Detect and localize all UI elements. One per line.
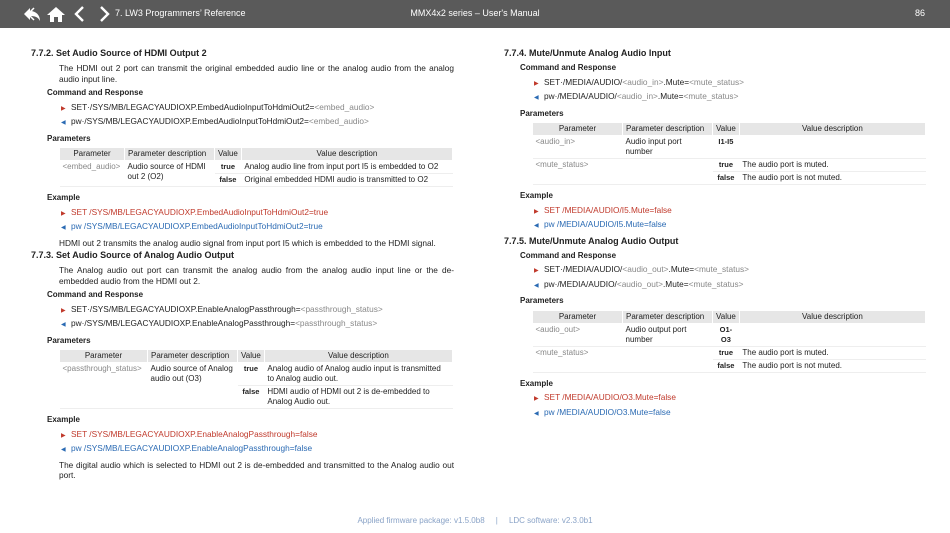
table-row: <mute_status> true The audio port is muted. (533, 346, 926, 359)
example-note: The digital audio which is selected to HDMI out 2 is de-embedded and transmitted to the Analog audio out port. (59, 459, 454, 480)
arrow-right-icon: ▶ (534, 268, 539, 274)
example-label: Example (47, 193, 80, 202)
example-set: ▶ SET /SYS/MB/LEGACYAUDIOXP.EnableAnalogPassthrough=false (61, 429, 454, 442)
section-title: 7.7.5. Mute/Unmute Analog Audio Output (504, 235, 679, 246)
arrow-right-icon: ▶ (534, 396, 539, 402)
example-label: Example (47, 415, 80, 424)
cmd-resp-label: Command and Response (520, 250, 617, 260)
response-pw: ◀ pw·/SYS/MB/LEGACYAUDIOXP.EnableAnalogPassthrough=<passthrough_status> (61, 318, 454, 331)
top-bar (0, 0, 950, 28)
table-row: false The audio port is not muted. (533, 359, 926, 372)
table-row: <embed_audio> Audio source of HDMI out 2 (O2) true Analog audio line from input port I5 is embedded to O2 (60, 161, 453, 174)
arrow-left-icon: ◀ (61, 447, 66, 453)
arrow-left-icon: ◀ (61, 120, 66, 126)
section-title: 7.7.3. Set Audio Source of Analog Audio Output (31, 250, 235, 260)
left-column (31, 46, 454, 485)
section-title: 7.7.4. Mute/Unmute Analog Audio Input (504, 48, 671, 58)
section-intro: The HDMI out 2 port can transmit the original embedded audio line or the analog audio from the analog audio input line. (59, 63, 454, 84)
parameters-label: Parameters (520, 296, 564, 305)
arrow-right-icon: ▶ (61, 432, 66, 439)
right-column (504, 46, 926, 421)
arrow-right-icon: ▶ (534, 80, 539, 87)
response-pw: ◀ pw·/MEDIA/AUDIO/<audio_in>.Mute=<mute_status> (534, 91, 926, 104)
cmd-resp-label: Command and Response (520, 63, 617, 72)
example-pw: ◀ pw /MEDIA/AUDIO/I5.Mute=false (534, 219, 926, 232)
example-pw: ◀ pw /SYS/MB/LEGACYAUDIOXP.EnableAnalogPassthrough=false (61, 443, 454, 456)
section-intro: The Analog audio out port can transmit the analog audio from the analog audio input line or the de-embedded audio from the HDMI out 2. (59, 265, 454, 286)
cmd-resp-label: Command and Response (47, 290, 144, 299)
command-set: ▶ SET·/SYS/MB/LEGACYAUDIOXP.EnableAnalogPassthrough=<passthrough_status> (61, 304, 454, 317)
table-row: false The audio port is not muted. (533, 172, 926, 185)
response-pw: ◀ pw·/MEDIA/AUDIO/<audio_out>.Mute=<mute_status> (534, 279, 926, 292)
parameter-table: Parameter Parameter description Value Value description <embed_audio> Audio source of HDMI out 2 (O2) true Analog audio line from input port I5 is embedded to O2 false Original embedded HDMI audio is transmitted to O2 (59, 147, 453, 187)
table-row: <audio_in> Audio input port number I1-I5 (533, 136, 926, 159)
table-row: false HDMI audio of HDMI out 2 is de-embedded to Analog Audio out. (60, 386, 453, 409)
example-label: Example (520, 191, 553, 200)
parameters-label: Parameters (47, 133, 91, 143)
command-set: ▶ SET·/MEDIA/AUDIO/<audio_in>.Mute=<mute_status> (534, 77, 926, 90)
arrow-right-icon: ▶ (61, 210, 66, 217)
example-label: Example (520, 378, 553, 388)
example-set: ▶ SET /MEDIA/AUDIO/O3.Mute=false (534, 392, 926, 405)
parameters-label: Parameters (520, 108, 564, 118)
response-pw: ◀ pw·/SYS/MB/LEGACYAUDIOXP.EmbedAudioInputToHdmiOut2=<embed_audio> (61, 116, 454, 129)
arrow-right-icon: ▶ (534, 208, 539, 215)
arrow-left-icon: ◀ (534, 410, 539, 417)
command-set: ▶ SET·/SYS/MB/LEGACYAUDIOXP.EmbedAudioInputToHdmiOut2=<embed_audio> (61, 102, 454, 115)
arrow-left-icon: ◀ (61, 322, 66, 328)
chapter-title: 7. LW3 Programmers’ Reference (115, 8, 246, 18)
manual-title: MMX4x2 series – User's Manual (410, 8, 540, 18)
example-pw: ◀ pw /SYS/MB/LEGACYAUDIOXP.EmbedAudioInputToHdmiOut2=true (61, 221, 454, 234)
section-title: 7.7.2. Set Audio Source of HDMI Output 2 (31, 48, 207, 58)
cmd-resp-label: Command and Response (47, 88, 144, 97)
example-note: HDMI out 2 transmits the analog audio signal from input port I5 which is embedded to the HDMI signal. (59, 237, 436, 248)
arrow-right-icon: ▶ (61, 307, 66, 314)
example-set: ▶ SET /MEDIA/AUDIO/I5.Mute=false (534, 205, 926, 218)
command-set: ▶ SET·/MEDIA/AUDIO/<audio_out>.Mute=<mute_status> (534, 264, 926, 277)
footer-version-info: Applied firmware package: v1.5.0b8 | LDC software: v2.3.0b1 (357, 516, 593, 525)
parameter-table: Parameter Parameter description Value Value description <audio_in> Audio input port number I1-I5 <mute_status> true The audio port is muted. false The audio port is not muted. (532, 122, 926, 185)
table-row: <mute_status> true The audio port is muted. (533, 159, 926, 172)
parameter-table: Parameter Parameter description Value Value description <audio_out> Audio output port number O1-O3 <mute_status> true The audio port is muted. false The audio port is not muted. (532, 310, 926, 373)
table-row: <passthrough_status> Audio source of Analog audio out (O3) true Analog audio of Analog audio input is transmitted to Analog audio out. (60, 363, 453, 386)
arrow-left-icon: ◀ (61, 225, 66, 231)
arrow-right-icon: ▶ (61, 105, 66, 112)
arrow-left-icon: ◀ (534, 223, 539, 229)
table-row: <audio_out> Audio output port number O1-O3 (533, 323, 926, 346)
example-pw: ◀ pw /MEDIA/AUDIO/O3.Mute=false (534, 407, 926, 420)
example-set: ▶ SET /SYS/MB/LEGACYAUDIOXP.EmbedAudioInputToHdmiOut2=true (61, 207, 454, 220)
page-number: 86 (914, 8, 925, 18)
parameter-table: Parameter Parameter description Value Value description <passthrough_status> Audio source of Analog audio out (O3) true Analog audio of Analog audio input is transmitted to Analog audio out. false HDMI audio of HDMI out 2 is de-embedded to Analog Audio out. (59, 349, 453, 409)
parameters-label: Parameters (47, 335, 91, 345)
table-row: false Original embedded HDMI audio is transmitted to O2 (60, 174, 453, 187)
arrow-left-icon: ◀ (534, 95, 539, 101)
arrow-left-icon: ◀ (534, 282, 539, 289)
